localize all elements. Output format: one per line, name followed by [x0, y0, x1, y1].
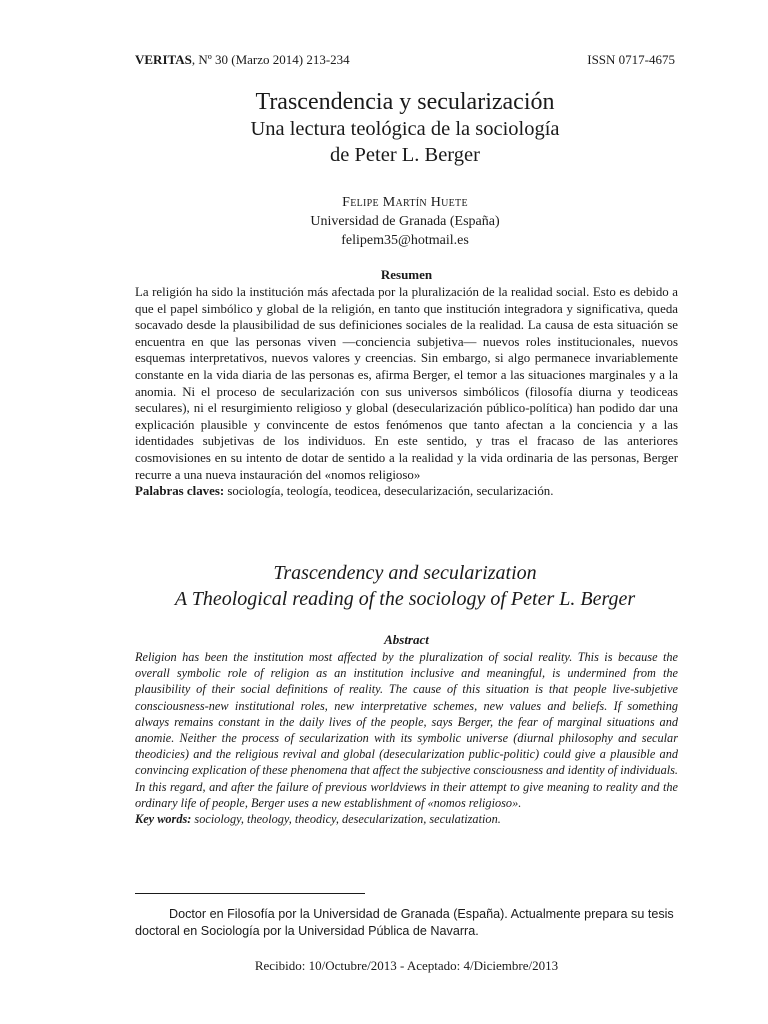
- resumen-keywords-list: sociología, teología, teodicea, desecularización, secularización.: [224, 484, 554, 499]
- abstract-heading: Abstract: [384, 632, 429, 647]
- author-affiliation: Universidad de Granada (España): [310, 214, 500, 229]
- resumen-keywords-label: Palabras claves:: [135, 484, 225, 499]
- resumen-keywords: [135, 483, 678, 500]
- journal-issue: , Nº 30 (Marzo 2014) 213-234: [191, 52, 350, 67]
- english-title-line1: Trascendency and secularization: [273, 562, 537, 584]
- english-title-block: [135, 560, 675, 612]
- footnote: Doctor en Filosofía por la Universidad de Granada (España). Actualmente prepara su tesis doctoral en Sociología por la Universidad Pública de Navarra.: [135, 907, 674, 938]
- journal-name: VERITAS: [135, 52, 192, 67]
- author-email: felipem35@hotmail.es: [341, 233, 469, 248]
- author-name: Felipe Martín Huete: [342, 195, 468, 210]
- journal-citation: [135, 52, 350, 68]
- resumen-heading: Resumen: [380, 267, 433, 282]
- abstract-keywords-label: Key words:: [135, 812, 192, 827]
- title-block: [135, 88, 675, 168]
- author-block: [135, 193, 675, 250]
- resumen-body: La religión ha sido la institución más afectada por la pluralización de la realidad social. Esto es debido a que el papel simbólico y global de la religión, en tanto que institución integradora y significativa, queda socavado desde la plausibilidad de sus definiciones sociales de la realidad. La causa de esta situación se encuentra en que las personas viven —conciencia subjetiva— nuevos roles institucionales, nuevos esquemas interpretativos, nuevos valores y creencias. Sin embargo, si algo permanece invariablemente constante en la vida diaria de las personas es, afirma Berger, el temor a las situaciones marginales y a la anomia. Ni el proceso de secularización con sus universos simbólicos (filosofía diurna y teodiceas seculares), ni el resurgimiento religioso y global (desecularización público-política) han podido dar una explicación plausible y convincente de estos fenómenos que tanto afectan a la conciencia y a las identidades subjetivas de los individuos. En este sentido, y tras el fracaso de las anteriores cosmovisiones en su intento de dotar de sentido a la realidad y la vida ordinaria de las personas, Berger recurre a una nueva instauración del «nomos religioso»: [135, 285, 678, 482]
- paper-title: Trascendencia y secularización: [255, 89, 555, 115]
- issn: ISSN 0717-4675: [587, 52, 675, 67]
- abstract-keywords-list: sociology, theology, theodicy, desecularization, seculatization.: [191, 812, 501, 827]
- journal-header: [135, 52, 675, 68]
- paper-subtitle-line1: Una lectura teológica de la sociología: [250, 118, 560, 140]
- paper-subtitle-line2: de Peter L. Berger: [330, 144, 480, 166]
- resumen-section: [135, 266, 678, 500]
- footnote-divider: [135, 893, 365, 894]
- abstract-body: Religion has been the institution most affected by the pluralization of social reality. This is because the overall symbolic role of religion as an institution inclusive and meaningful, is undermined from the plausibility of their social definitions of reality. The cause of this situation is that people live-subjetive consciousness-new institutional roles, new interpretative schemes, new values and beliefs. If something always remains constant in the daily lives of the people, says Berger, the fear of marginal situations and anomie. Neither the process of secularization with its symbolic universe (diurnal philosophy and secular theodicies) and the religious revival and global (desecularization public-politic) could give a plausible and convincing explication of these phenomena that affect the subjective consciousness and identity of individuals. In this regard, and after the failure of previous worldviews in their attempt to give meaning to reality and the ordinary life of people, Berger uses a new establishment of «nomos religioso».: [135, 650, 678, 810]
- abstract-section: [135, 631, 678, 827]
- received-accepted-dates: Recibido: 10/Octubre/2013 - Aceptado: 4/Diciembre/2013: [254, 958, 559, 973]
- english-title-line2: A Theological reading of the sociology of Peter L. Berger: [174, 588, 636, 610]
- abstract-keywords: [135, 811, 678, 827]
